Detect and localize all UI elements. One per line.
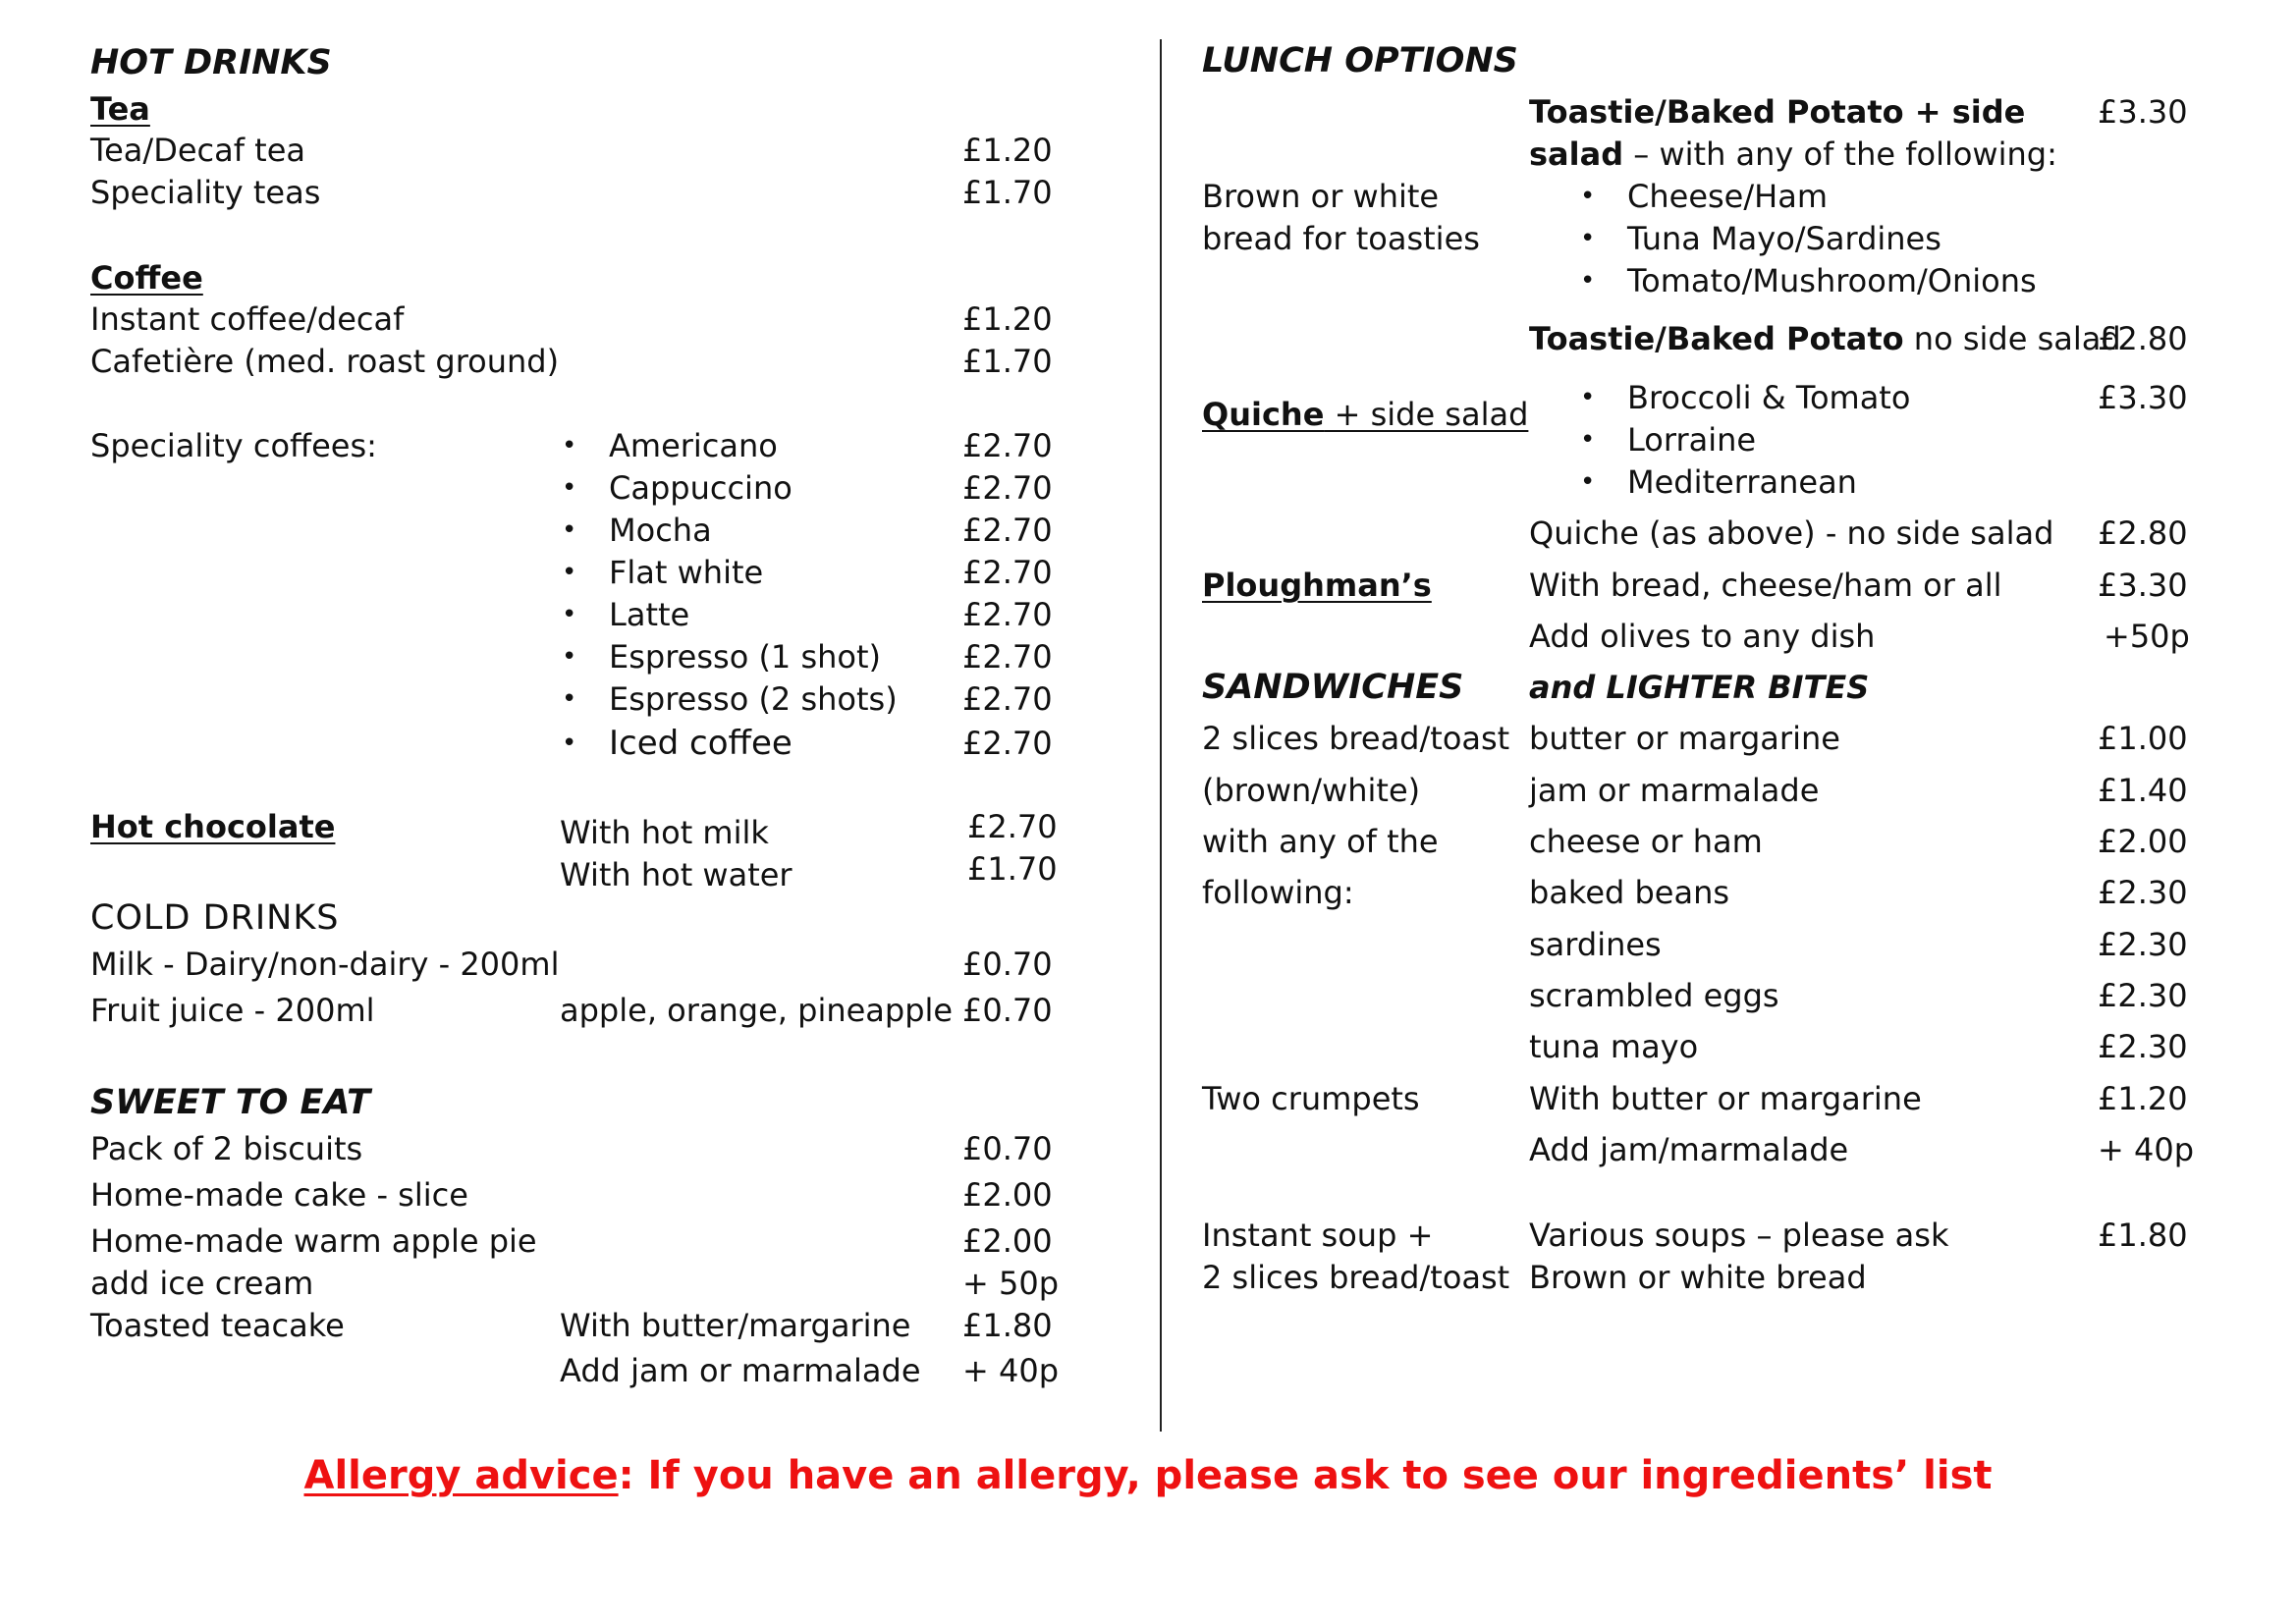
toastie-title-line-2 (1529, 135, 2057, 174)
lunch-heading: LUNCH OPTIONS (1202, 41, 1518, 81)
cold-drink-price: £0.70 (962, 992, 1053, 1029)
sandwich-item-price: £1.00 (2098, 720, 2188, 757)
speciality-coffee-price: £2.70 (962, 638, 1053, 676)
speciality-coffee-name: • Cappuccino (609, 468, 793, 508)
sandwich-item-name: butter or margarine (1529, 720, 1840, 757)
ploughmans-price: £3.30 (2098, 567, 2188, 604)
column-divider (1160, 39, 1162, 1432)
cold-drink-detail: apple, orange, pineapple (560, 992, 954, 1029)
toastie-price: £3.30 (2098, 93, 2188, 131)
toastie-no-salad-rest: no side salad (1903, 320, 2121, 357)
toastie-filling: • Tomato/Mushroom/Onions (1627, 261, 2037, 300)
tea-item-name: Speciality teas (90, 174, 321, 211)
speciality-coffee-price: £2.70 (962, 469, 1053, 507)
toastie-bread-note: Brown or white (1202, 178, 1440, 215)
sweet-heading: SWEET TO EAT (90, 1083, 371, 1122)
teacake-option: With butter/margarine (560, 1307, 911, 1344)
crumpets-addon: Add jam/marmalade (1529, 1131, 1849, 1168)
hot-chocolate-price: £2.70 (967, 808, 1058, 845)
speciality-coffee-name: • Americano (609, 426, 778, 465)
quiche-label (1202, 395, 1528, 434)
sweet-item-name: add ice cream (90, 1265, 314, 1302)
sandwich-item-name: jam or marmalade (1529, 772, 1820, 809)
sweet-item-price: £0.70 (962, 1130, 1053, 1167)
quiche-label-rest: + side salad (1324, 396, 1529, 433)
toastie-title-bold: salad (1529, 135, 1624, 173)
soup-price: £1.80 (2098, 1217, 2188, 1254)
cold-drink-price: £0.70 (962, 946, 1053, 983)
allergy-advice (0, 1453, 2296, 1498)
speciality-coffee-name: • Iced coffee (609, 724, 793, 763)
cold-drink-name: Fruit juice - 200ml (90, 992, 375, 1029)
toastie-filling: • Tuna Mayo/Sardines (1627, 219, 1941, 258)
speciality-coffee-price: £2.70 (962, 725, 1053, 762)
quiche-label-bold: Quiche (1202, 396, 1325, 433)
sandwich-item-name: scrambled eggs (1529, 977, 1779, 1014)
toastie-no-salad (1529, 319, 2121, 358)
speciality-coffee-price: £2.70 (962, 512, 1053, 549)
coffee-heading: Coffee (90, 259, 203, 297)
coffee-item-name: Instant coffee/decaf (90, 300, 405, 338)
tea-item-name: Tea/Decaf tea (90, 132, 305, 169)
hot-chocolate-price: £1.70 (967, 850, 1058, 888)
ploughmans-desc: With bread, cheese/ham or all (1529, 567, 2002, 604)
sweet-item-name: Home-made warm apple pie (90, 1222, 537, 1260)
hot-chocolate-option: With hot milk (560, 814, 769, 851)
tea-heading: Tea (90, 90, 150, 128)
cold-drinks-heading: COLD DRINKS (90, 898, 340, 938)
teacake-price: + 40p (962, 1352, 1060, 1389)
speciality-coffee-name: • Latte (609, 595, 689, 634)
sweet-item-price: £2.00 (962, 1176, 1053, 1214)
toastie-bread-note: bread for toasties (1202, 220, 1480, 257)
speciality-coffee-name: • Espresso (1 shot) (609, 637, 881, 676)
quiche-no-salad-price: £2.80 (2098, 514, 2188, 552)
toastie-no-salad-bold: Toastie/Baked Potato (1529, 320, 1904, 357)
tea-item-price: £1.20 (962, 132, 1053, 169)
toastie-title: Toastie/Baked Potato + side (1529, 93, 2026, 131)
coffee-item-price: £1.70 (962, 343, 1053, 380)
speciality-coffee-price: £2.70 (962, 554, 1053, 591)
sandwich-item-price: £2.30 (2098, 977, 2188, 1014)
sweet-item-name: Home-made cake - slice (90, 1176, 468, 1214)
toastie-filling: • Cheese/Ham (1627, 177, 1828, 216)
quiche-no-salad: Quiche (as above) - no side salad (1529, 514, 2054, 552)
sandwich-base-line: following: (1202, 874, 1354, 911)
tea-item-price: £1.70 (962, 174, 1053, 211)
crumpets-addon-price: + 40p (2098, 1131, 2195, 1168)
speciality-coffee-name: • Espresso (2 shots) (609, 679, 898, 719)
toastie-title-rest: – with any of the following: (1623, 135, 2057, 173)
soup-desc: Brown or white bread (1529, 1259, 1867, 1296)
soup-desc: Various soups – please ask (1529, 1217, 1949, 1254)
teacake-option: Add jam or marmalade (560, 1352, 921, 1389)
quiche-flavour: • Lorraine (1627, 420, 1756, 460)
quiche-price: £3.30 (2098, 379, 2188, 416)
speciality-coffee-name: • Flat white (609, 553, 763, 592)
sandwich-item-price: £2.30 (2098, 926, 2188, 963)
speciality-coffee-price: £2.70 (962, 680, 1053, 718)
coffee-item-name: Cafetière (med. roast ground) (90, 343, 560, 380)
quiche-flavour: • Mediterranean (1627, 462, 1857, 502)
lighter-bites-heading: and LIGHTER BITES (1529, 669, 1870, 706)
hot-chocolate-heading: Hot chocolate (90, 808, 336, 845)
speciality-coffee-price: £2.70 (962, 427, 1053, 464)
olives-addon: Add olives to any dish (1529, 618, 1876, 655)
speciality-coffee-price: £2.70 (962, 596, 1053, 633)
crumpets-label: Two crumpets (1202, 1080, 1420, 1117)
teacake-name: Toasted teacake (90, 1307, 345, 1344)
sandwich-item-name: cheese or ham (1529, 823, 1763, 860)
sandwich-item-name: sardines (1529, 926, 1662, 963)
hot-drinks-heading: HOT DRINKS (90, 43, 332, 82)
toastie-no-salad-price: £2.80 (2098, 320, 2188, 357)
sandwiches-heading: SANDWICHES (1202, 668, 1464, 707)
speciality-coffees-label: Speciality coffees: (90, 427, 377, 464)
sandwich-base-line: 2 slices bread/toast (1202, 720, 1510, 757)
sandwich-base-line: (brown/white) (1202, 772, 1421, 809)
sandwich-item-price: £1.40 (2098, 772, 2188, 809)
ploughmans-label: Ploughman’s (1202, 567, 1432, 604)
soup-label: Instant soup + (1202, 1217, 1434, 1254)
speciality-coffee-name: • Mocha (609, 511, 712, 550)
crumpets-desc: With butter or margarine (1529, 1080, 1922, 1117)
allergy-label: Allergy advice (303, 1453, 619, 1498)
crumpets-price: £1.20 (2098, 1080, 2188, 1117)
sandwich-item-name: baked beans (1529, 874, 1730, 911)
sandwich-item-price: £2.00 (2098, 823, 2188, 860)
coffee-item-price: £1.20 (962, 300, 1053, 338)
sweet-item-price: £2.00 (962, 1222, 1053, 1260)
teacake-price: £1.80 (962, 1307, 1053, 1344)
olives-addon-price: +50p (2104, 618, 2190, 655)
soup-label: 2 slices bread/toast (1202, 1259, 1510, 1296)
sweet-item-price: + 50p (962, 1265, 1060, 1302)
sandwich-item-name: tuna mayo (1529, 1028, 1699, 1065)
cold-drink-name: Milk - Dairy/non-dairy - 200ml (90, 946, 560, 983)
sweet-item-name: Pack of 2 biscuits (90, 1130, 363, 1167)
sandwich-base-line: with any of the (1202, 823, 1439, 860)
sandwich-item-price: £2.30 (2098, 874, 2188, 911)
sandwich-item-price: £2.30 (2098, 1028, 2188, 1065)
quiche-flavour: • Broccoli & Tomato (1627, 378, 1910, 417)
allergy-text: : If you have an allergy, please ask to see our ingredients’ list (618, 1453, 1993, 1498)
hot-chocolate-option: With hot water (560, 856, 793, 893)
